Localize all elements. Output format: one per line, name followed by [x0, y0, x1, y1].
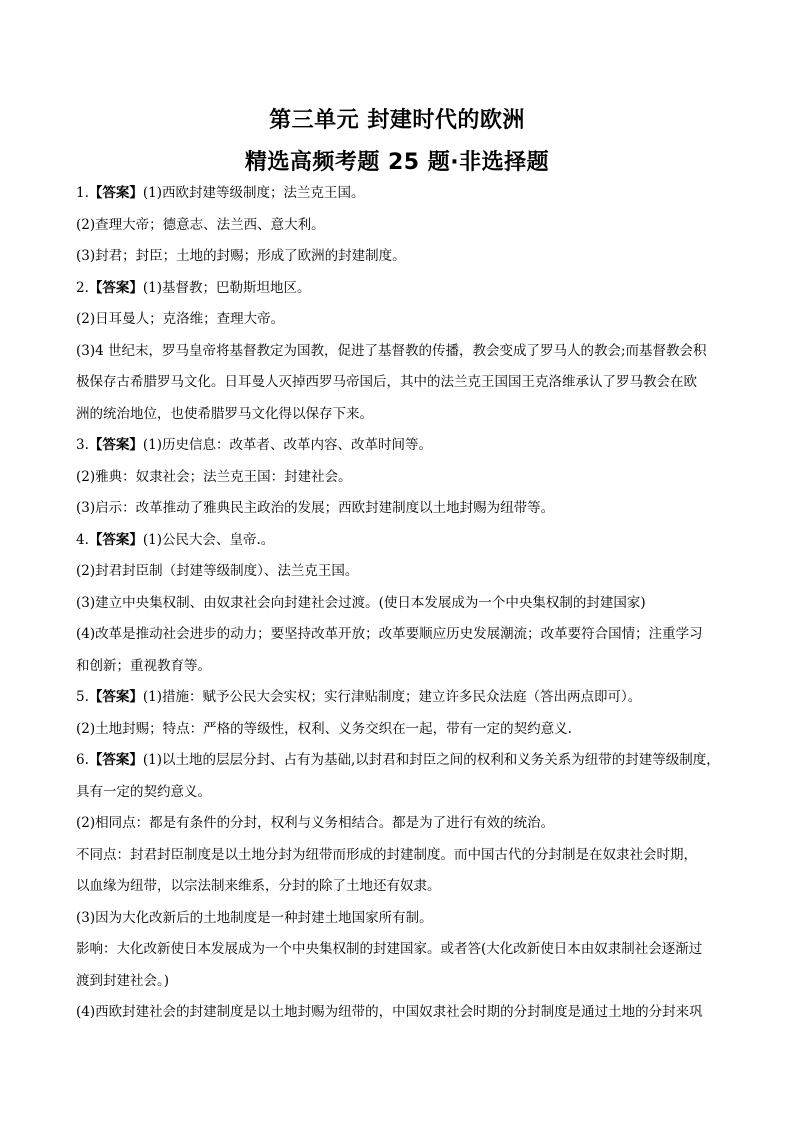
- answer-tag: 【答案】: [88, 185, 143, 201]
- answer-text: (3)4 世纪末，罗马皇帝将基督教定为国教，促进了基督教的传播，教会变成了罗马人的教会;而基督教会积: [76, 342, 707, 359]
- question-number: 2.: [76, 279, 89, 296]
- answer-content: [76, 178, 728, 1029]
- answer-text: 洲的统治地位，也使希腊罗马文化得以保存下来。: [76, 405, 373, 422]
- answer-text: 和创新；重视教育等。: [76, 657, 211, 674]
- answer-text: (1)以土地的层层分封、占有为基础,以封君和封臣之间的权利和义务关系为纽带的封建等级制度，: [142, 752, 720, 768]
- answer-text: 以血缘为纽带，以宗法制来维系，分封的除了土地还有奴隶。: [76, 878, 441, 894]
- answer-line: [76, 588, 728, 620]
- answer-text: (4)西欧封建社会的封建制度是以土地封赐为纽带的，中国奴隶社会时期的分封制度是通过土地的分封来巩: [76, 1004, 703, 1020]
- page-subtitle: 精选高频考题 25 题·非选择题: [244, 150, 550, 175]
- answer-tag: 【答案】: [88, 531, 143, 548]
- answer-text: (2)雅典：奴隶社会；法兰克王国：封建社会。: [76, 468, 352, 485]
- answer-text: (4)改革是推动社会进步的动力；要坚持改革开放；改革要顺应历史发展潮流；改革要符合国情；注重学习: [76, 626, 703, 642]
- answer-text: 具有一定的契约意义。: [76, 783, 211, 800]
- answer-line: [76, 462, 728, 494]
- answer-text: 极保存古希腊罗马文化。日耳曼人灭掉西罗马帝国后，其中的法兰克王国国王克洛维承认了罗马教会在欧: [76, 374, 697, 390]
- answer-line: [76, 399, 728, 431]
- answer-line: [76, 304, 728, 336]
- answer-text: (2)相同点：都是有条件的分封，权利与义务相结合。都是为了进行有效的统治。: [76, 815, 555, 831]
- answer-text: 不同点：封君封臣制度是以土地分封为纽带而形成的封建制度。而中国古代的分封制是在奴隶社会时期，: [76, 846, 697, 863]
- answer-text: (3)因为大化改新后的土地制度是一种封建土地国家所有制。: [76, 909, 433, 926]
- answer-line: [76, 651, 728, 683]
- answer-text: (1)西欧封建等级制度；法兰克王国。: [142, 185, 365, 201]
- answer-text: (3)封君；封臣；土地的封赐；形成了欧洲的封建制度。: [76, 248, 406, 264]
- answer-text: (3)建立中央集权制、由奴隶社会向封建社会过渡。(使日本发展成为一个中央集权制的封建国家): [76, 594, 646, 611]
- question-number: 1.: [76, 185, 89, 201]
- answer-line: [76, 934, 728, 966]
- answer-text: 渡到封建社会。): [76, 972, 170, 989]
- question-number: 4.: [76, 531, 89, 548]
- answer-line: [76, 367, 728, 399]
- answer-tag: 【答案】: [88, 279, 143, 296]
- answer-line: [76, 777, 728, 809]
- answer-text: (1)公民大会、皇帝.。: [142, 531, 275, 548]
- answer-line: [76, 871, 728, 903]
- answer-text: (2)日耳曼人；克洛维；查理大帝。: [76, 311, 285, 327]
- page-title: 第三单元 封建时代的欧洲: [269, 108, 525, 133]
- answer-line: [76, 903, 728, 935]
- answer-line: [76, 714, 728, 746]
- answer-tag: 【答案】: [88, 689, 143, 705]
- answer-text: (1)基督教；巴勒斯坦地区。: [142, 279, 311, 296]
- answer-line: [76, 619, 728, 651]
- answer-line: [76, 997, 728, 1029]
- answer-line: [76, 336, 728, 368]
- answer-text: (3)启示：改革推动了雅典民主政治的发展；西欧封建制度以土地封赐为纽带等。: [76, 500, 555, 516]
- answer-line: [76, 556, 728, 588]
- answer-line: [76, 178, 728, 210]
- question-number: 5.: [76, 689, 89, 705]
- answer-line: [76, 808, 728, 840]
- answer-line: [76, 210, 728, 242]
- answer-line: [76, 493, 728, 525]
- answer-text: (1)措施：赋予公民大会实权；实行津贴制度；建立许多民众法庭（答出两点即可）。: [142, 689, 642, 705]
- answer-text: (2)查理大帝；德意志、法兰西、意大利。: [76, 216, 325, 233]
- answer-text: (1)历史信息：改革者、改革内容、改革时间等。: [142, 437, 433, 453]
- answer-line: [76, 273, 728, 305]
- answer-text: (2)土地封赐；特点：严格的等级性，权利、义务交织在一起，带有一定的契约意义.: [76, 720, 572, 737]
- question-number: 6.: [76, 752, 89, 768]
- answer-line: [76, 745, 728, 777]
- answer-line: [76, 525, 728, 557]
- answer-line: [76, 241, 728, 273]
- answer-text: (2)封君封臣制（封建等级制度）、法兰克王国。: [76, 563, 359, 579]
- answer-line: [76, 840, 728, 872]
- answer-line: [76, 966, 728, 998]
- answer-tag: 【答案】: [88, 437, 143, 453]
- answer-text: 影响：大化改新使日本发展成为一个中央集权制的封建国家。或者答(大化改新使日本由奴隶制社会逐渐过: [76, 941, 703, 957]
- answer-line: [76, 682, 728, 714]
- answer-line: [76, 430, 728, 462]
- question-number: 3.: [76, 437, 89, 453]
- answer-tag: 【答案】: [88, 752, 143, 768]
